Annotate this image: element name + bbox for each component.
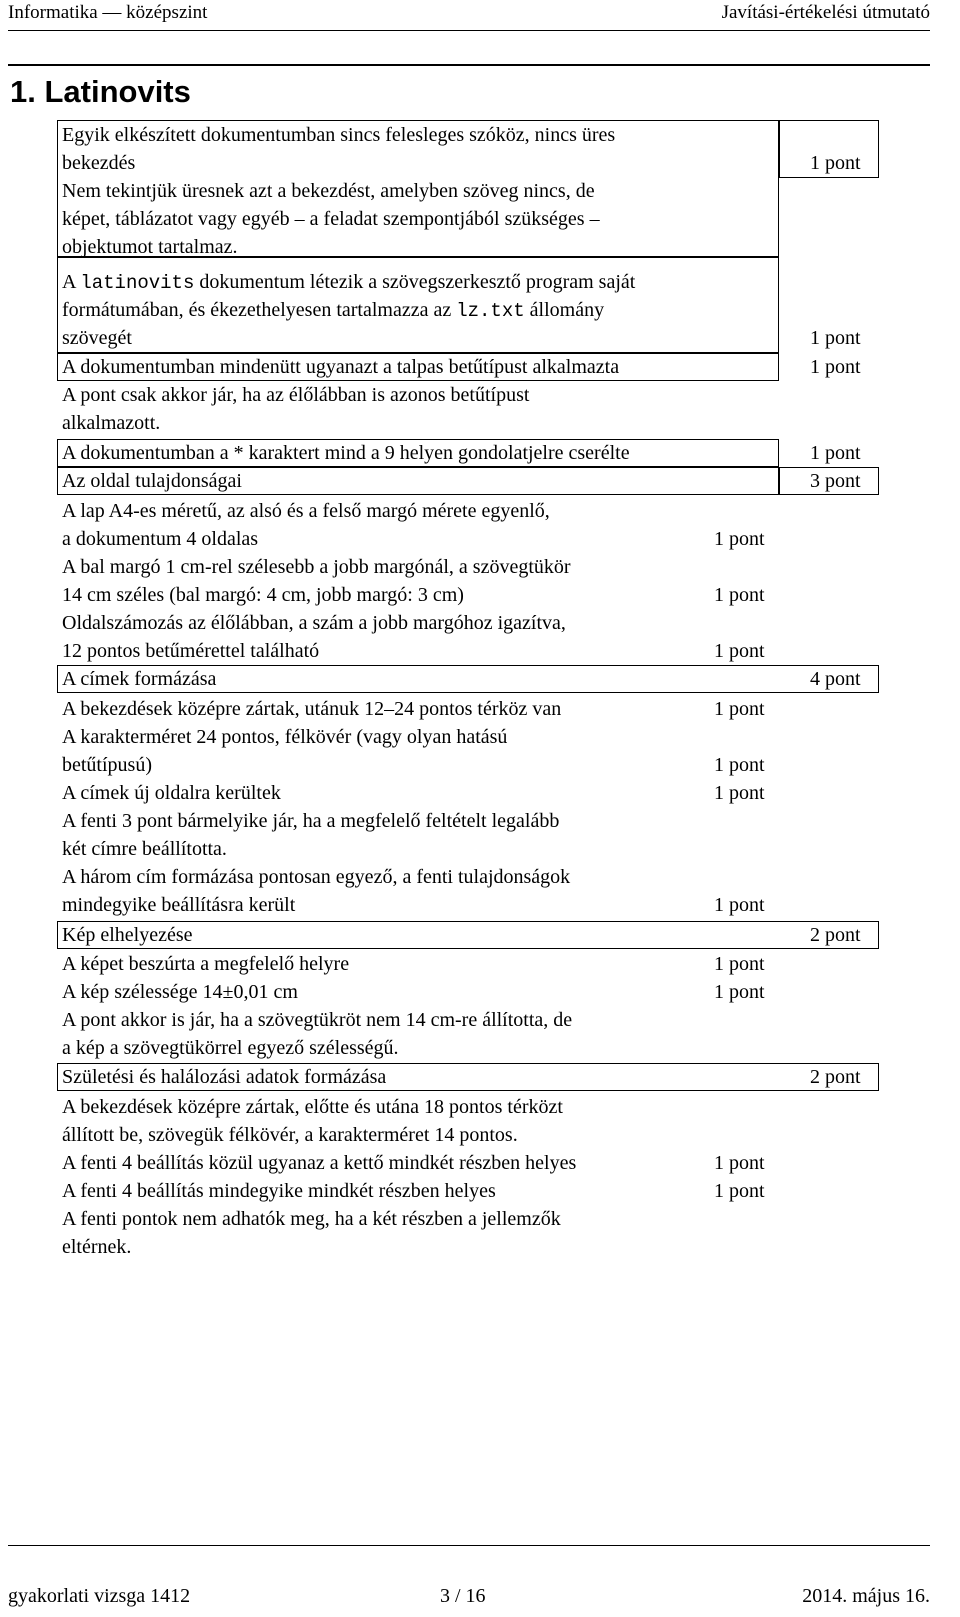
criterion-intro: állított be, szövegük félkövér, a karakterméret 14 pontos. — [62, 1124, 518, 1146]
footer-date: 2014. május 16. — [802, 1585, 930, 1607]
header-subject: Informatika — középszint — [8, 2, 208, 23]
criterion-text: 12 pontos betűmérettel található — [62, 640, 320, 662]
criterion-text: A címek új oldalra kerültek — [62, 782, 281, 804]
points-total: 2 pont — [810, 1066, 861, 1088]
points-value: 1 pont — [714, 754, 765, 776]
criterion-text: A dokumentumban a * karaktert mind a 9 helyen gondolatjelre cserélte — [62, 442, 630, 464]
criterion-text: A fenti 4 beállítás közül ugyanaz a kettő mindkét részben helyes — [62, 1152, 577, 1174]
criterion-note: a kép a szövegtükörrel egyező szélességű. — [62, 1037, 399, 1059]
criterion-text-part: dokumentum létezik a szövegszerkesztő program saját — [194, 271, 636, 293]
criterion-note: A pont akkor is jár, ha a szövegtükröt nem 14 cm-re állította, de — [62, 1009, 573, 1031]
criterion-text-part: formátumában, és ékezethelyesen tartalmazza az — [62, 299, 457, 321]
criterion-text: A dokumentumban mindenütt ugyanazt a talpas betűtípust alkalmazta — [62, 356, 620, 378]
criterion-note: két címre beállította. — [62, 838, 227, 860]
code-filename: lz.txt — [456, 300, 525, 322]
points-value: 1 pont — [810, 327, 861, 349]
criterion-note: A fenti pontok nem adhatók meg, ha a két részben a jellemzők — [62, 1208, 561, 1230]
criterion-text: A három cím formázása pontosan egyező, a fenti tulajdonságok — [62, 866, 571, 888]
page-number: 3 / 16 — [440, 1585, 486, 1607]
section-heading: Születési és halálozási adatok formázása — [62, 1066, 387, 1088]
criterion-text: A képet beszúrta a megfelelő helyre — [62, 953, 350, 975]
criterion-text: A karakterméret 24 pontos, félkövér (vagy olyan hatású — [62, 726, 508, 748]
criterion-note: eltérnek. — [62, 1236, 132, 1258]
section-heading: Az oldal tulajdonságai — [62, 470, 242, 492]
criterion-text: A bal margó 1 cm-rel szélesebb a jobb margónál, a szövegtükör — [62, 556, 571, 578]
points-value: 1 pont — [714, 1180, 765, 1202]
criterion-text-part: állomány — [524, 299, 605, 321]
criterion-note: Nem tekintjük üresnek azt a bekezdést, amelyben szöveg nincs, de — [62, 180, 595, 202]
criterion-note: A pont csak akkor jár, ha az élőlábban is azonos betűtípust — [62, 384, 530, 406]
points-value: 1 pont — [714, 953, 765, 975]
criterion-note: képet, táblázatot vagy egyéb – a feladat szempontjából szükséges – — [62, 208, 600, 230]
criterion-text: bekezdés — [62, 152, 136, 174]
criterion-text: A fenti 4 beállítás mindegyike mindkét részben helyes — [62, 1180, 496, 1202]
criterion-text: Egyik elkészített dokumentumban sincs felesleges szóköz, nincs üres — [62, 124, 616, 146]
points-value: 1 pont — [714, 528, 765, 550]
points-value: 1 pont — [714, 698, 765, 720]
points-value: 1 pont — [714, 894, 765, 916]
points-value: 1 pont — [810, 442, 861, 464]
section-heading: Kép elhelyezése — [62, 924, 193, 946]
criterion-text: mindegyike beállításra került — [62, 894, 296, 916]
criterion-text — [62, 268, 635, 297]
code-filename: latinovits — [80, 272, 195, 294]
criterion-text: betűtípusú) — [62, 754, 152, 776]
footer-rule — [8, 1545, 930, 1546]
criterion-text: szövegét — [62, 327, 132, 349]
criterion-note: A fenti 3 pont bármelyike jár, ha a megfelelő feltételt legalább — [62, 810, 560, 832]
points-value: 1 pont — [810, 356, 861, 378]
points-value: 1 pont — [714, 981, 765, 1003]
page-header — [8, 0, 930, 31]
criterion-text — [62, 296, 604, 325]
criterion-text: 14 cm széles (bal margó: 4 cm, jobb margó: 3 cm) — [62, 584, 464, 606]
criterion-intro: A bekezdések középre zártak, előtte és utána 18 pontos térközt — [62, 1096, 563, 1118]
points-value: 1 pont — [714, 782, 765, 804]
criterion-note: alkalmazott. — [62, 412, 161, 434]
points-total: 2 pont — [810, 924, 861, 946]
criterion-text-part: A — [62, 271, 81, 293]
points-value: 1 pont — [810, 152, 861, 174]
title-rule — [8, 64, 930, 66]
criterion-text: A kép szélessége 14±0,01 cm — [62, 981, 298, 1003]
points-value: 1 pont — [714, 584, 765, 606]
points-total: 4 pont — [810, 668, 861, 690]
criterion-note: objektumot tartalmaz. — [62, 236, 238, 258]
header-doc-type: Javítási-értékelési útmutató — [721, 2, 930, 23]
footer-exam: gyakorlati vizsga 1412 — [8, 1585, 191, 1607]
criterion-text: Oldalszámozás az élőlábban, a szám a jobb margóhoz igazítva, — [62, 612, 566, 634]
points-total: 3 pont — [810, 470, 861, 492]
criterion-text: a dokumentum 4 oldalas — [62, 528, 259, 550]
criterion-text: A bekezdések középre zártak, utánuk 12–24 pontos térköz van — [62, 698, 562, 720]
page-title: 1. Latinovits — [10, 74, 191, 109]
criterion-text: A lap A4-es méretű, az alsó és a felső margó mérete egyenlő, — [62, 500, 550, 522]
points-value: 1 pont — [714, 1152, 765, 1174]
points-value: 1 pont — [714, 640, 765, 662]
section-heading: A címek formázása — [62, 668, 217, 690]
